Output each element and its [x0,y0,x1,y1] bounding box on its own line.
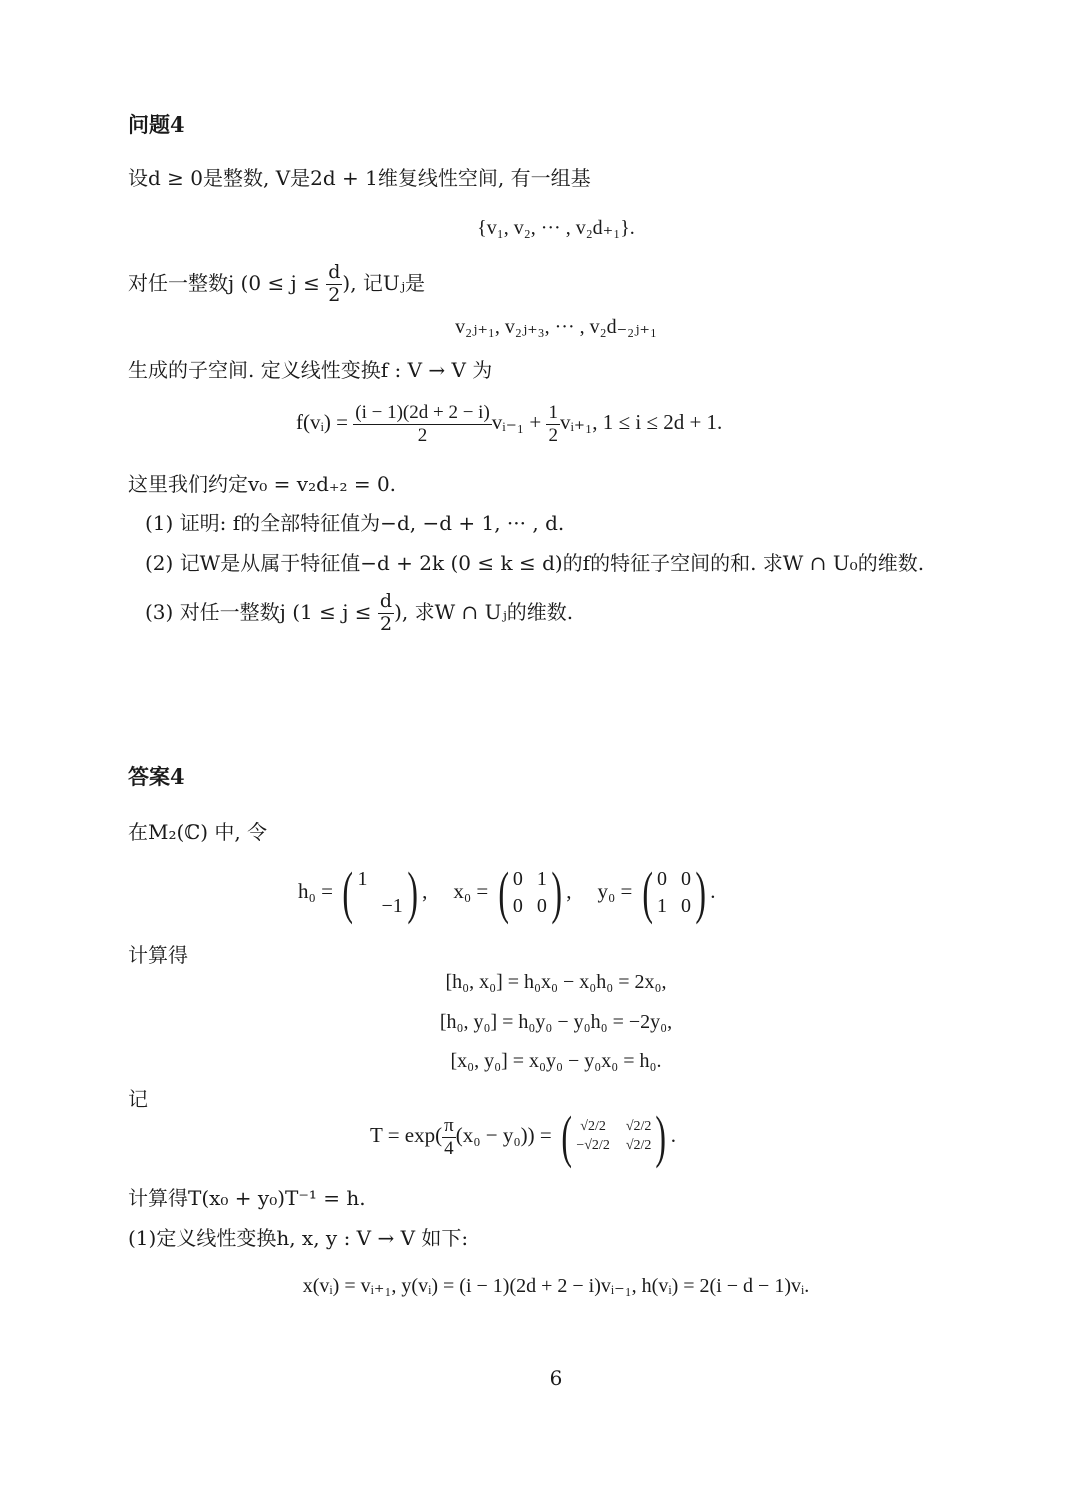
answer-heading: 答案4 [128,764,185,789]
compute-label: 计算得 [128,943,188,967]
matrix-cell: 0 [680,868,691,890]
pi-over-4-fraction [442,1115,456,1160]
half-fraction [546,402,560,447]
t-definition [370,1104,676,1169]
x0-matrix [513,866,547,920]
end-dot: . [710,878,716,903]
matrix-cell: √2/2 [625,1119,652,1135]
commutator-2: [h₀, y₀] = h₀y₀ − y₀h₀ = −2y₀, [439,1011,673,1033]
fraction-denominator: 2 [379,612,393,635]
right-paren: ) [407,860,418,925]
part-1-intro: (1)定义线性变换h, x, y : V → V 如下: [128,1226,469,1250]
uj-definition-end: ), 记Uⱼ是 [342,270,426,295]
t-matrix [576,1119,651,1155]
fraction-numerator: d [379,590,393,612]
end-dot: . [670,1122,676,1147]
matrix-cell: √2/2 [580,1119,606,1135]
h0-matrix [358,866,403,920]
left-paren: ( [497,860,509,925]
question-3-end: ), 求W ∩ Uⱼ的维数. [394,599,574,624]
f-tail: vᵢ₊₁, 1 ≤ i ≤ 2d + 1. [559,410,723,435]
basis-set: {v₁, v₂, ··· , v₂d₊₁}. [477,217,635,239]
matrix-cell: −1 [381,895,403,917]
half-denominator: 2 [548,424,558,446]
separator: , [566,878,572,903]
operator-definitions: x(vᵢ) = vᵢ₊₁, y(vᵢ) = (i − 1)(2d + 2 − i)vᵢ₋₁, h(vᵢ) = 2(i − d − 1)vᵢ. [302,1275,810,1297]
page-number: 6 [549,1366,563,1390]
matrix-cell: 0 [680,895,691,917]
d-over-2-fraction-q3 [378,591,394,636]
question-3 [145,591,573,636]
f-lhs: f(vᵢ) = [296,410,354,435]
question-3-start: (3) 对任一整数j (1 ≤ j ≤ [145,599,378,624]
t-lhs: T = exp( [370,1122,443,1147]
f-mid: vᵢ₋₁ + [491,410,547,435]
pi-numerator: π [444,1114,454,1136]
right-paren: ) [695,860,706,925]
question-1: (1) 证明: f的全部特征值为−d, −d + 1, ··· , d. [145,511,565,535]
matrix-cell [382,866,403,893]
left-paren: ( [561,1104,572,1169]
matrix-cell: 0 [656,868,667,890]
matrix-cell: √2/2 [625,1138,652,1153]
matrix-cell: 1 [357,868,368,890]
question-2: (2) 记W是从属于特征值−d + 2k (0 ≤ k ≤ d)的f的特征子空间的和. 求W ∩ U₀的维数. [145,551,925,575]
fraction-denominator: 2 [328,283,341,306]
h0-label: h₀ = [298,878,339,903]
y0-matrix [657,866,691,920]
matrix-cell: 0 [512,868,523,890]
f-coefficient-fraction [353,402,492,447]
commutator-3: [x₀, y₀] = x₀y₀ − y₀x₀ = h₀. [450,1050,662,1072]
uj-definition [128,262,425,307]
uj-definition-start: 对任一整数j (0 ≤ j ≤ [128,270,327,295]
f-coefficient-denominator: 2 [417,424,428,446]
left-paren: ( [641,860,653,925]
fraction-numerator: d [328,261,341,283]
matrix-cell: 0 [536,895,547,917]
separator: , [422,878,428,903]
f-definition-equation [296,402,722,447]
matrix-cell: −√2/2 [576,1138,610,1153]
d-over-2-fraction [326,262,342,307]
left-paren: ( [342,860,354,925]
matrix-cell: 0 [512,895,523,917]
answer-intro: 在M₂(ℂ) 中, 令 [128,820,268,844]
problem-intro: 设d ≥ 0是整数, V是2d + 1维复线性空间, 有一组基 [128,166,591,190]
f-coefficient-numerator: (i − 1)(2d + 2 − i) [355,402,490,423]
problem-heading: 问题4 [128,112,185,137]
convention: 这里我们约定v₀ = v₂d₊₂ = 0. [128,472,397,496]
x0-label: x₀ = [453,878,494,903]
matrix-cell [358,893,368,920]
note-label: 记 [128,1087,148,1111]
matrix-cell: 1 [536,868,547,890]
compute-conjugation: 计算得T(x₀ + y₀)T⁻¹ = h. [128,1186,366,1210]
matrices-line [298,860,716,925]
right-paren: ) [551,860,562,925]
matrix-cell: 1 [656,895,667,917]
half-numerator: 1 [548,402,558,423]
commutator-1: [h₀, x₀] = h₀x₀ − x₀h₀ = 2x₀, [445,971,667,993]
t-mid: (x₀ − y₀)) = [455,1122,558,1147]
right-paren: ) [655,1104,667,1169]
pi-denominator: 4 [444,1137,454,1159]
span-vectors: v₂ⱼ₊₁, v₂ⱼ₊₃, ··· , v₂d₋₂ⱼ₊₁ [455,316,657,338]
define-f: 生成的子空间. 定义线性变换f : V → V 为 [128,358,493,382]
y0-label: y₀ = [597,878,638,903]
